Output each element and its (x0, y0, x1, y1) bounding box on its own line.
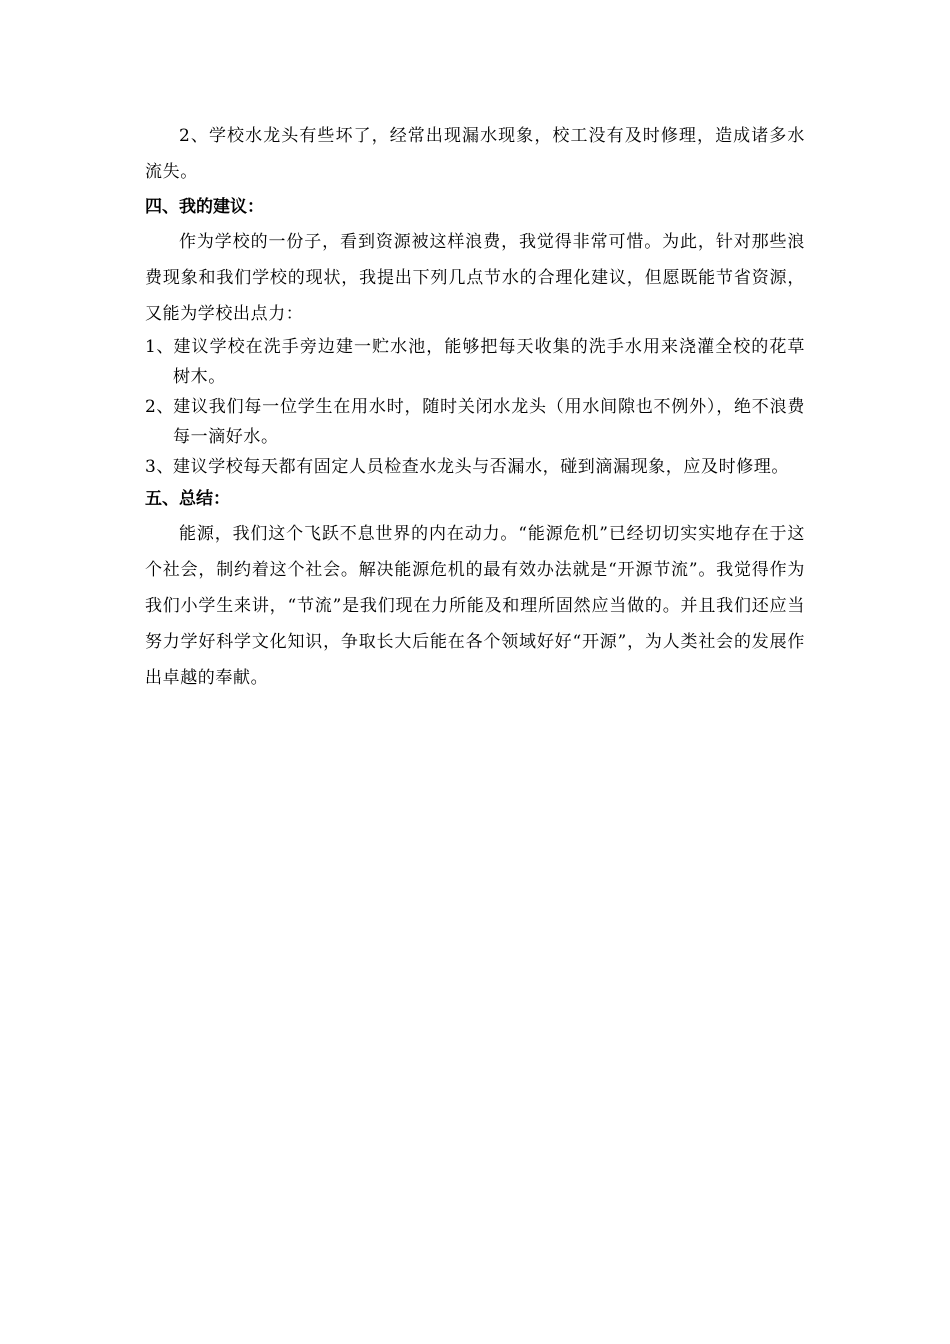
list-item (145, 452, 805, 482)
list-item-text: 建议我们每一位学生在用水时，随时关闭水龙头（用水间隙也不例外），绝不浪费每一滴好水。 (173, 397, 805, 447)
document-body (145, 118, 805, 696)
list-item (145, 392, 805, 452)
list-item-number: 3、 (145, 457, 175, 477)
list-item-text: 建议学校每天都有固定人员检查水龙头与否漏水，碰到滴漏现象，应及时修理。 (173, 457, 789, 477)
suggestions-intro: 作为学校的一份子，看到资源被这样浪费，我觉得非常可惜。为此，针对那些浪费现象和我们学校的现状，我提出下列几点节水的合理化建议，但愿既能节省资源，又能为学校出点力： (145, 232, 805, 324)
list-item-text: 建议学校在洗手旁边建一贮水池，能够把每天收集的洗手水用来浇灌全校的花草树木。 (173, 337, 805, 387)
summary-paragraph: 能源，我们这个飞跃不息世界的内在动力。“能源危机”已经切切实实地存在于这个社会，制约着这个社会。解决能源危机的最有效办法就是“开源节流”。我觉得作为我们小学生来讲，“节流”是我们现在力所能及和理所固然应当做的。并且我们还应当努力学好科学文化知识，争取长大后能在各个领域好好“开源”，为人类社会的发展作出卓越的奉献。 (145, 524, 805, 688)
list-item-number: 1、 (145, 337, 175, 357)
section-heading-suggestions: 四、我的建议： (145, 197, 264, 217)
suggestions-list (145, 332, 805, 482)
list-item (145, 332, 805, 392)
section-heading-summary: 五、总结： (145, 489, 230, 509)
list-item-number: 2、 (145, 397, 175, 417)
paragraph-item-2: 2、学校水龙头有些坏了，经常出现漏水现象，校工没有及时修理，造成诸多水流失。 (145, 126, 805, 182)
